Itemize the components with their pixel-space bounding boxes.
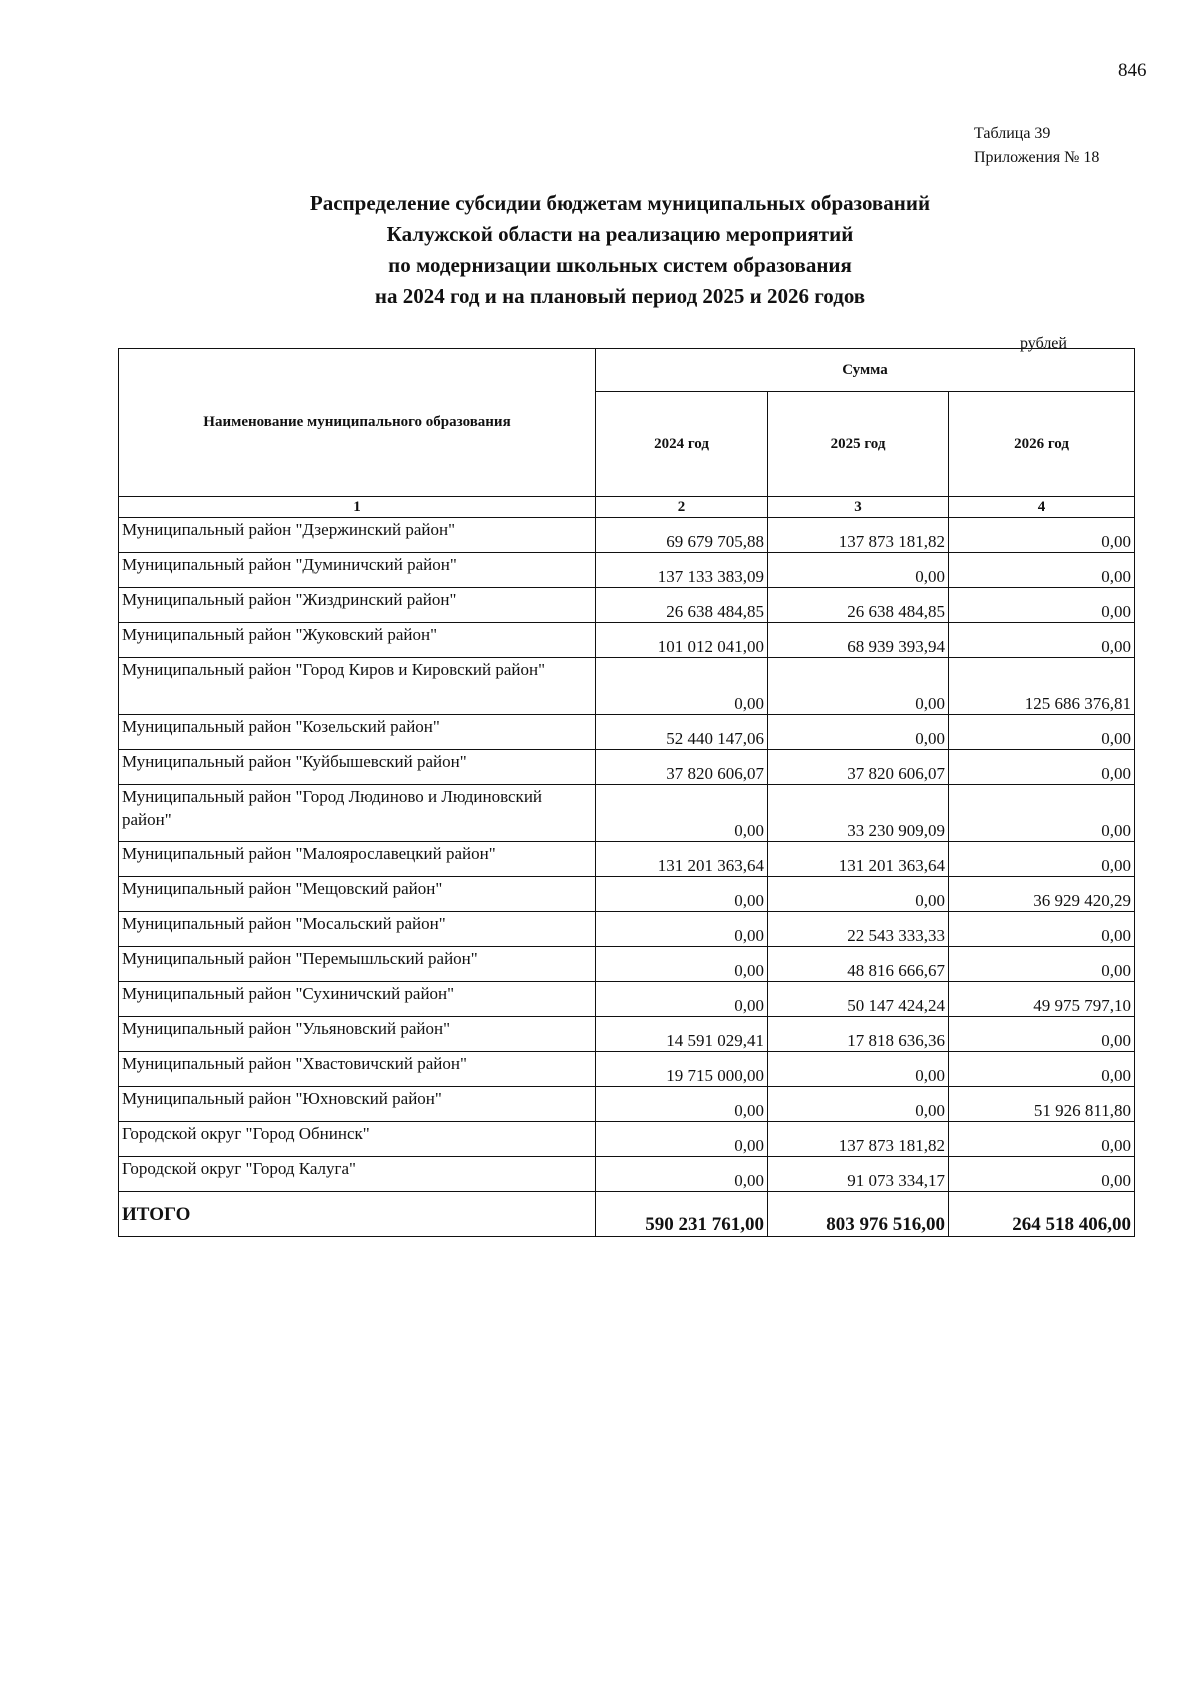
amount-2024: 0,00	[596, 947, 768, 982]
table-row	[119, 1157, 1135, 1192]
title-line: по модернизации школьных систем образования	[388, 253, 852, 277]
column-number-row	[119, 497, 1135, 518]
municipality-name: Муниципальный район "Перемышльский район"	[119, 947, 596, 982]
amount-2026: 0,00	[949, 623, 1135, 658]
municipality-name: Муниципальный район "Сухиничский район"	[119, 982, 596, 1017]
amount-2024: 0,00	[596, 1122, 768, 1157]
amount-2026: 0,00	[949, 912, 1135, 947]
total-label: ИТОГО	[119, 1192, 596, 1237]
table-row	[119, 982, 1135, 1017]
amount-2025: 17 818 636,36	[768, 1017, 949, 1052]
subsidy-table	[118, 348, 1135, 1237]
amount-2025: 0,00	[768, 715, 949, 750]
municipality-name: Муниципальный район "Малоярославецкий район"	[119, 842, 596, 877]
municipality-name: Муниципальный район "Мещовский район"	[119, 877, 596, 912]
municipality-name: Муниципальный район "Юхновский район"	[119, 1087, 596, 1122]
table-header	[119, 349, 1135, 497]
municipality-name: Муниципальный район "Жуковский район"	[119, 623, 596, 658]
table-row	[119, 912, 1135, 947]
header-year-2025: 2025 год	[768, 392, 949, 497]
amount-2026: 0,00	[949, 1017, 1135, 1052]
table-row	[119, 715, 1135, 750]
amount-2025: 22 543 333,33	[768, 912, 949, 947]
amount-2024: 52 440 147,06	[596, 715, 768, 750]
amount-2024: 0,00	[596, 785, 768, 842]
total-row	[119, 1192, 1135, 1237]
table-row	[119, 518, 1135, 553]
amount-2024: 0,00	[596, 912, 768, 947]
amount-2025: 68 939 393,94	[768, 623, 949, 658]
table-row	[119, 658, 1135, 715]
municipality-name: Муниципальный район "Ульяновский район"	[119, 1017, 596, 1052]
amount-2025: 137 873 181,82	[768, 1122, 949, 1157]
column-number: 4	[949, 497, 1135, 518]
table-row	[119, 1087, 1135, 1122]
document-title	[220, 188, 1020, 312]
title-line: Калужской области на реализацию мероприятий	[386, 222, 854, 246]
municipality-name: Муниципальный район "Дзержинский район"	[119, 518, 596, 553]
amount-2026: 0,00	[949, 553, 1135, 588]
amount-2024: 0,00	[596, 1087, 768, 1122]
amount-2025: 33 230 909,09	[768, 785, 949, 842]
table-row	[119, 877, 1135, 912]
amount-2026: 0,00	[949, 785, 1135, 842]
appendix-label: Приложения № 18	[974, 149, 1100, 166]
amount-2024: 19 715 000,00	[596, 1052, 768, 1087]
amount-2025: 0,00	[768, 1087, 949, 1122]
amount-2025: 0,00	[768, 553, 949, 588]
municipality-name: Муниципальный район "Куйбышевский район"	[119, 750, 596, 785]
table-row	[119, 588, 1135, 623]
amount-2026: 0,00	[949, 588, 1135, 623]
total-2024: 590 231 761,00	[596, 1192, 768, 1237]
amount-2026: 0,00	[949, 1122, 1135, 1157]
amount-2025: 91 073 334,17	[768, 1157, 949, 1192]
total-2025: 803 976 516,00	[768, 1192, 949, 1237]
amount-2026: 49 975 797,10	[949, 982, 1135, 1017]
municipality-name: Муниципальный район "Хвастовичский район"	[119, 1052, 596, 1087]
table-row	[119, 750, 1135, 785]
amount-2025: 0,00	[768, 877, 949, 912]
amount-2025: 131 201 363,64	[768, 842, 949, 877]
table-body	[119, 497, 1135, 1237]
table-row	[119, 1052, 1135, 1087]
amount-2024: 101 012 041,00	[596, 623, 768, 658]
column-number: 3	[768, 497, 949, 518]
amount-2026: 0,00	[949, 715, 1135, 750]
amount-2024: 137 133 383,09	[596, 553, 768, 588]
amount-2026: 36 929 420,29	[949, 877, 1135, 912]
amount-2025: 137 873 181,82	[768, 518, 949, 553]
amount-2025: 37 820 606,07	[768, 750, 949, 785]
amount-2024: 0,00	[596, 982, 768, 1017]
table-row	[119, 553, 1135, 588]
amount-2026: 0,00	[949, 1052, 1135, 1087]
table-reference	[974, 122, 1099, 170]
amount-2026: 0,00	[949, 518, 1135, 553]
amount-2026: 0,00	[949, 947, 1135, 982]
column-number: 2	[596, 497, 768, 518]
amount-2025: 0,00	[768, 1052, 949, 1087]
amount-2025: 50 147 424,24	[768, 982, 949, 1017]
municipality-name: Муниципальный район "Город Киров и Кировский район"	[119, 658, 596, 715]
table-label: Таблица 39	[974, 125, 1051, 142]
municipality-name: Муниципальный район "Козельский район"	[119, 715, 596, 750]
amount-2025: 0,00	[768, 658, 949, 715]
municipality-name: Муниципальный район "Город Людиново и Людиновский район"	[119, 785, 596, 842]
amount-2026: 0,00	[949, 1157, 1135, 1192]
currency-unit: рублей	[1020, 335, 1067, 352]
table-row	[119, 785, 1135, 842]
total-2026: 264 518 406,00	[949, 1192, 1135, 1237]
amount-2024: 14 591 029,41	[596, 1017, 768, 1052]
amount-2026: 125 686 376,81	[949, 658, 1135, 715]
table-row	[119, 842, 1135, 877]
amount-2025: 26 638 484,85	[768, 588, 949, 623]
table-row	[119, 1017, 1135, 1052]
title-line: на 2024 год и на плановый период 2025 и 2026 годов	[374, 284, 866, 308]
column-number: 1	[119, 497, 596, 518]
amount-2024: 0,00	[596, 658, 768, 715]
amount-2026: 0,00	[949, 750, 1135, 785]
municipality-name: Муниципальный район "Мосальский район"	[119, 912, 596, 947]
amount-2026: 0,00	[949, 842, 1135, 877]
page-number: 846	[1118, 60, 1147, 81]
municipality-name: Городской округ "Город Обнинск"	[119, 1122, 596, 1157]
table-row	[119, 947, 1135, 982]
municipality-name: Городской округ "Город Калуга"	[119, 1157, 596, 1192]
header-sum: Сумма	[596, 349, 1135, 392]
table-row	[119, 623, 1135, 658]
amount-2025: 48 816 666,67	[768, 947, 949, 982]
header-name-column: Наименование муниципального образования	[119, 349, 596, 497]
table-row	[119, 1122, 1135, 1157]
header-year-2024: 2024 год	[596, 392, 768, 497]
municipality-name: Муниципальный район "Жиздринский район"	[119, 588, 596, 623]
amount-2024: 37 820 606,07	[596, 750, 768, 785]
title-line: Распределение субсидии бюджетам муниципальных образований	[309, 191, 931, 215]
amount-2024: 131 201 363,64	[596, 842, 768, 877]
amount-2024: 0,00	[596, 877, 768, 912]
amount-2024: 69 679 705,88	[596, 518, 768, 553]
amount-2024: 26 638 484,85	[596, 588, 768, 623]
amount-2026: 51 926 811,80	[949, 1087, 1135, 1122]
header-year-2026: 2026 год	[949, 392, 1135, 497]
amount-2024: 0,00	[596, 1157, 768, 1192]
municipality-name: Муниципальный район "Думиничский район"	[119, 553, 596, 588]
